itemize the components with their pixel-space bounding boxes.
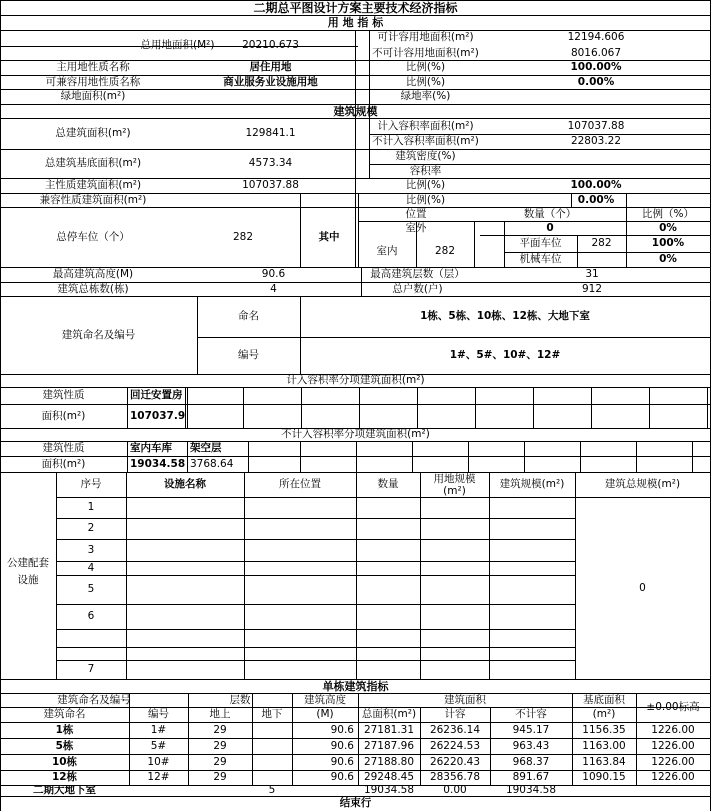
single-header: 单栋建筑指标 bbox=[322, 679, 389, 693]
grid-line-v bbox=[468, 441, 469, 472]
facilities-total-value: 0 bbox=[639, 581, 646, 594]
grid-line-v bbox=[636, 441, 637, 472]
far-out-area-1: 19034.58 bbox=[130, 457, 186, 470]
facilities-h-total: 建筑总规模(m²) bbox=[604, 478, 681, 491]
single-far_out-4: 891.67 bbox=[512, 771, 550, 784]
single-base-5 bbox=[572, 785, 636, 796]
grid-line-v bbox=[692, 441, 693, 472]
far-in-nature-value: 回迁安置房 bbox=[130, 389, 183, 402]
base-area-value: 4573.34 bbox=[248, 157, 293, 170]
compat-area-ratio-value: 0.00% bbox=[577, 193, 615, 206]
grid-line-v bbox=[417, 387, 418, 428]
facilities-h-building: 建筑规模(m²) bbox=[499, 478, 565, 491]
total-building-area-label: 总建筑面积(m²) bbox=[55, 127, 131, 140]
single-above-2: 29 bbox=[213, 739, 227, 752]
name-label: 命名 bbox=[238, 310, 259, 323]
density-label: 建筑密度(%) bbox=[395, 150, 456, 163]
main-ratio-value: 100.00% bbox=[570, 61, 622, 74]
single-below-4 bbox=[252, 770, 292, 785]
grid-line-v bbox=[356, 472, 357, 679]
green-area-label: 绿地面积(m²) bbox=[60, 90, 126, 103]
countable-value: 12194.606 bbox=[567, 31, 625, 44]
main-area-ratio-value: 100.00% bbox=[570, 179, 622, 192]
single-code-5 bbox=[129, 785, 188, 796]
far-out-area-label: 面积(m²) bbox=[41, 457, 86, 470]
grid-line-h bbox=[56, 660, 575, 661]
outdoor-qty: 0 bbox=[546, 221, 554, 234]
single-h-far-out: 不计容 bbox=[515, 708, 547, 721]
single-elev-1: 1226.00 bbox=[651, 723, 695, 736]
single-height-4: 90.6 bbox=[330, 771, 354, 784]
code-value: 1#、5#、10#、12# bbox=[449, 349, 561, 362]
far-in-area-label: 面积(m²) bbox=[41, 409, 86, 422]
building-header: 建筑规模 bbox=[333, 104, 378, 118]
grid-line-v bbox=[475, 387, 476, 428]
single-h-area: 建筑面积 bbox=[444, 693, 486, 706]
single-below-2 bbox=[252, 738, 292, 754]
main-area-label: 主性质建筑面积(m²) bbox=[44, 179, 142, 192]
grid-line-h bbox=[56, 647, 575, 648]
single-elev-4: 1226.00 bbox=[651, 771, 695, 784]
far-out-section-header: 不计入容积率分项建筑面积(m²) bbox=[281, 428, 430, 441]
single-elev-5 bbox=[636, 785, 710, 796]
outdoor-ratio: 0% bbox=[659, 221, 677, 234]
noncountable-value: 8016.067 bbox=[570, 46, 622, 59]
single-name-5: 二期大地下室 bbox=[33, 785, 96, 796]
single-h-below: 地下 bbox=[261, 708, 283, 721]
grid-line-v bbox=[580, 441, 581, 472]
single-far_in-4: 28356.78 bbox=[429, 771, 481, 784]
facilities-h-land-2: (m²) bbox=[443, 485, 466, 497]
single-base-1: 1156.35 bbox=[582, 723, 626, 736]
noncountable-label: 不可计容用地面积(m²) bbox=[372, 46, 479, 59]
facilities-h-land-1: 用地规模 bbox=[433, 473, 476, 485]
building-count-label: 建筑总栋数(栋) bbox=[57, 282, 129, 295]
position-label: 位置 bbox=[405, 207, 427, 220]
far-out-value: 22803.22 bbox=[570, 135, 622, 148]
single-h-height-2: (M) bbox=[316, 708, 334, 721]
grid-line-v bbox=[524, 441, 525, 472]
far-out-area-2: 3768.64 bbox=[190, 457, 234, 470]
single-h-name: 建筑命名 bbox=[43, 708, 86, 721]
single-h-total: 总面积(m²) bbox=[361, 708, 417, 721]
grid-line-v bbox=[649, 387, 650, 428]
households-label: 总户数(户) bbox=[392, 282, 443, 295]
single-below-3 bbox=[252, 754, 292, 770]
far-in-value: 107037.88 bbox=[567, 119, 625, 132]
far-in-nature-label: 建筑性质 bbox=[42, 389, 85, 402]
single-h-far-in: 计容 bbox=[444, 708, 466, 721]
single-below-1 bbox=[252, 722, 292, 738]
facilities-label-2: 设施 bbox=[17, 574, 39, 587]
single-far_in-2: 26224.53 bbox=[429, 739, 481, 752]
single-total-5: 19034.58 bbox=[363, 785, 415, 796]
single-h-base-1: 基底面积 bbox=[583, 694, 625, 707]
land-header: 用 地 指 标 bbox=[327, 16, 384, 29]
facilities-label-1: 公建配套 bbox=[7, 557, 49, 570]
far-in-label: 计入容积率面积(m²) bbox=[377, 119, 474, 132]
grid-line-v bbox=[591, 387, 592, 428]
single-total-3: 27188.80 bbox=[363, 755, 415, 768]
single-far_out-2: 963.43 bbox=[512, 739, 550, 752]
grid-line-v bbox=[359, 387, 360, 428]
facility-row-6: 6 bbox=[87, 610, 95, 623]
single-base-3: 1163.84 bbox=[582, 755, 626, 768]
max-floors-label: 最高建筑层数（层） bbox=[370, 268, 465, 281]
total-building-area-value: 129841.1 bbox=[245, 127, 296, 140]
countable-label: 可计容用地面积(m²) bbox=[377, 31, 474, 44]
indoor-label: 室内 bbox=[376, 244, 398, 257]
single-far_in-3: 26220.43 bbox=[429, 755, 481, 768]
ratio-percent-label: 比例（%） bbox=[642, 207, 694, 220]
footer-label: 结束行 bbox=[339, 797, 372, 810]
grid-line-v bbox=[533, 387, 534, 428]
single-below-5: 5 bbox=[268, 785, 276, 796]
compat-area-label: 兼容性质建筑面积(m²) bbox=[39, 193, 147, 206]
single-far_in-1: 26236.14 bbox=[429, 723, 481, 736]
grid-line-v bbox=[356, 441, 357, 472]
grid-line-v bbox=[412, 441, 413, 472]
facilities-h-location: 所在位置 bbox=[279, 478, 321, 491]
main-ratio-label: 比例(%) bbox=[405, 61, 446, 74]
single-total-4: 29248.45 bbox=[363, 771, 415, 784]
grid-line-v bbox=[420, 472, 421, 679]
facility-row-3: 3 bbox=[87, 543, 95, 556]
flat-label: 平面车位 bbox=[519, 237, 562, 250]
main-nature-label: 主用地性质名称 bbox=[56, 61, 130, 74]
among-label: 其中 bbox=[318, 230, 340, 243]
grid-line-v bbox=[248, 441, 249, 472]
flat-ratio: 100% bbox=[651, 237, 685, 250]
grid-line-v bbox=[707, 387, 708, 428]
grid-line-v bbox=[301, 387, 302, 428]
single-height-3: 90.6 bbox=[330, 755, 354, 768]
compat-ratio-value: 0.00% bbox=[577, 75, 615, 88]
indoor-qty: 282 bbox=[434, 244, 456, 257]
single-above-3: 29 bbox=[213, 755, 227, 768]
grid-line-h bbox=[56, 561, 575, 562]
single-h-above: 地上 bbox=[209, 708, 231, 721]
grid-line-v bbox=[489, 472, 490, 679]
max-height-label: 最高建筑高度(M) bbox=[52, 268, 134, 281]
green-rate-label: 绿地率(%) bbox=[400, 90, 451, 103]
building-count-value: 4 bbox=[270, 282, 277, 295]
facility-row-4: 4 bbox=[87, 561, 95, 574]
single-above-1: 29 bbox=[213, 723, 227, 736]
far-out-nature-2: 架空层 bbox=[190, 442, 222, 455]
mech-ratio: 0% bbox=[659, 253, 677, 266]
grid-line-v bbox=[244, 472, 245, 679]
parking-value: 282 bbox=[232, 230, 254, 243]
compat-ratio-label: 比例(%) bbox=[405, 75, 446, 88]
single-height-5 bbox=[292, 785, 358, 796]
grid-line-h bbox=[56, 629, 575, 630]
code-label: 编号 bbox=[238, 349, 259, 362]
flat-qty: 282 bbox=[591, 237, 612, 250]
single-name-2: 5栋 bbox=[55, 739, 74, 752]
far-out-label: 不计入容积率面积(m²) bbox=[372, 135, 479, 148]
single-far_out-1: 945.17 bbox=[512, 723, 550, 736]
facility-row-7: 7 bbox=[87, 663, 95, 676]
single-h-floors: 层数 bbox=[229, 693, 251, 706]
outdoor-label: 室外 bbox=[405, 221, 427, 234]
single-height-2: 90.6 bbox=[330, 739, 354, 752]
single-code-1: 1# bbox=[150, 723, 167, 736]
grid-line-h bbox=[56, 575, 575, 576]
households-value: 912 bbox=[581, 282, 603, 295]
main-area-ratio-label: 比例(%) bbox=[405, 179, 446, 192]
compat-area-ratio-label: 比例(%) bbox=[405, 193, 446, 206]
single-above-5 bbox=[188, 785, 252, 796]
max-height-value: 90.6 bbox=[261, 268, 286, 281]
grid-line-v bbox=[300, 441, 301, 472]
facility-row-5: 5 bbox=[87, 583, 95, 596]
single-total-2: 27187.96 bbox=[363, 739, 415, 752]
facilities-h-quantity: 数量 bbox=[377, 478, 399, 491]
single-name-3: 10栋 bbox=[51, 755, 78, 768]
grid-line-h bbox=[56, 518, 575, 519]
compat-nature-label: 可兼容用地性质名称 bbox=[45, 75, 141, 88]
grid-line-h bbox=[56, 539, 575, 540]
single-h-height-1: 建筑高度 bbox=[304, 694, 346, 707]
single-h-base-2: (m²) bbox=[592, 708, 616, 721]
single-elev-2: 1226.00 bbox=[651, 739, 695, 752]
far-label: 容积率 bbox=[409, 164, 442, 177]
single-code-4: 12# bbox=[147, 771, 170, 784]
single-far_out-3: 968.37 bbox=[512, 755, 550, 768]
naming-label: 建筑命名及编号 bbox=[61, 328, 136, 341]
single-elev-3: 1226.00 bbox=[651, 755, 695, 768]
single-h-elev: ±0.00标高 bbox=[646, 701, 700, 714]
single-far_out-5: 19034.58 bbox=[505, 785, 557, 796]
single-name-4: 12栋 bbox=[51, 771, 78, 784]
compat-nature-value: 商业服务业设施用地 bbox=[223, 75, 318, 88]
far-out-nature-1: 室内车库 bbox=[130, 442, 172, 455]
main-area-value: 107037.88 bbox=[242, 179, 299, 192]
single-code-2: 5# bbox=[150, 739, 167, 752]
single-name-1: 1栋 bbox=[55, 723, 74, 736]
single-total-1: 27181.31 bbox=[363, 723, 415, 736]
grid-line-v bbox=[243, 387, 244, 428]
base-area-label: 总建筑基底面积(m²) bbox=[44, 157, 142, 170]
single-above-4: 29 bbox=[213, 771, 227, 784]
total-area-label: 总用地面积(M²) bbox=[140, 38, 215, 51]
single-h-naming: 建筑命名及编号 bbox=[57, 693, 131, 706]
single-code-3: 10# bbox=[147, 755, 170, 768]
single-base-4: 1090.15 bbox=[582, 771, 626, 784]
max-floors-value: 31 bbox=[585, 268, 599, 281]
far-in-area-value: 107037.9 bbox=[130, 409, 186, 422]
sheet-title: 二期总平图设计方案主要技术经济指标 bbox=[253, 0, 458, 15]
mech-label: 机械车位 bbox=[519, 253, 562, 266]
main-nature-value: 居住用地 bbox=[249, 61, 292, 74]
single-far_in-5: 0.00 bbox=[443, 785, 467, 796]
quantity-label: 数量（个） bbox=[523, 207, 577, 220]
far-in-section-header: 计入容积率分项建筑面积(m²) bbox=[286, 374, 425, 387]
name-value: 1栋、5栋、10栋、12栋、大地下室 bbox=[420, 310, 590, 323]
facility-row-2: 2 bbox=[87, 522, 95, 535]
grid-line-v bbox=[126, 472, 127, 679]
single-base-2: 1163.00 bbox=[582, 739, 626, 752]
single-height-1: 90.6 bbox=[330, 723, 354, 736]
single-h-code: 编号 bbox=[148, 708, 169, 721]
far-out-nature-label: 建筑性质 bbox=[42, 442, 85, 455]
grid-line-v bbox=[187, 387, 188, 428]
total-area-value: 20210.673 bbox=[242, 38, 299, 51]
facility-row-1: 1 bbox=[87, 501, 95, 514]
facilities-h-name: 设施名称 bbox=[164, 478, 206, 491]
parking-label: 总停车位（个） bbox=[56, 230, 130, 243]
facilities-h-index: 序号 bbox=[80, 478, 102, 491]
grid-line-h bbox=[56, 604, 575, 605]
